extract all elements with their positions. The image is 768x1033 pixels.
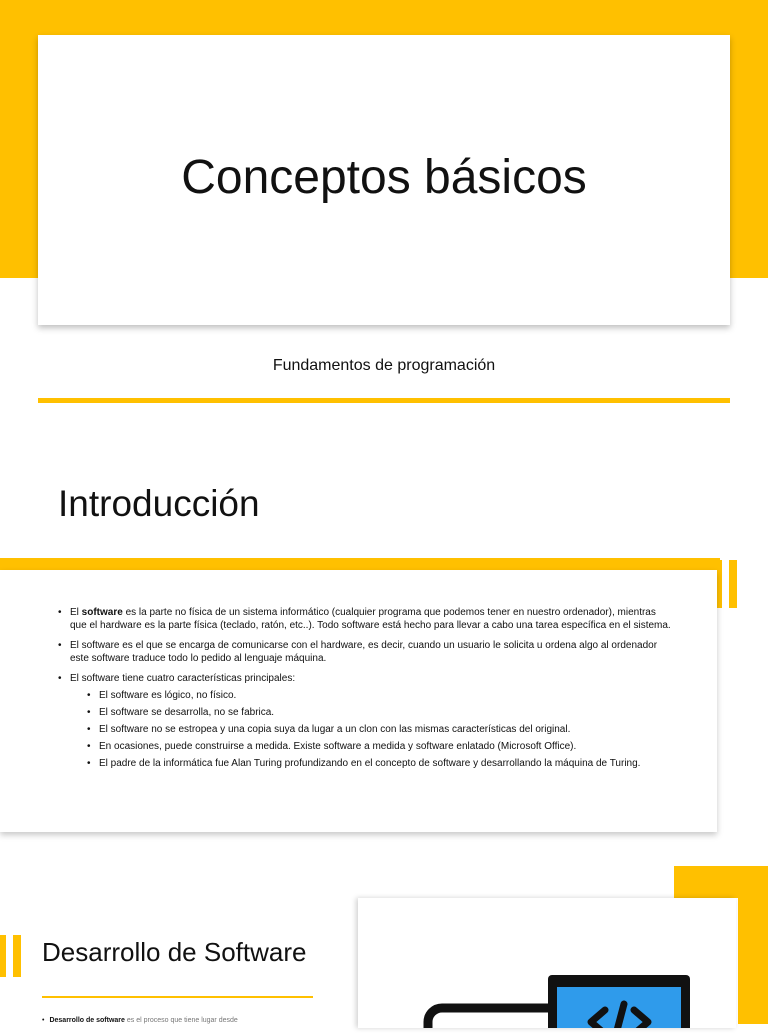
- sub-bullet-item: • El software se desarrolla, no se fabrica.: [87, 707, 673, 720]
- software-development-heading: Desarrollo de Software: [42, 937, 307, 967]
- bullet-list: [58, 607, 673, 778]
- introduction-content-card: [0, 570, 717, 832]
- sub-bullet-item: • El software es lógico, no físico.: [87, 690, 673, 703]
- slide3-left-accent-bar: [13, 935, 21, 977]
- sub-bullet-item: • En ocasiones, puede construirse a medida. Existe software a medida y software enlatado (Microsoft Office).: [87, 741, 673, 754]
- bullet-item: • Desarrollo de software es el proceso que tiene lugar desde: [42, 1017, 238, 1024]
- title-slide-card: [38, 35, 730, 325]
- intro-accent-bar: [729, 560, 737, 608]
- bullet-item: • El software tiene cuatro características principales: • El software es lógico, no físico. • El software se desarrolla, no se fabrica. • El software no se estropea y una copia suya da lugar a un clon con las mismas características del original. • En ocasiones, puede construirse a medida. Existe software a medida y software enlatado (Microsoft Office). • El padre de la informática fue Alan Turing profundizando en el concepto de software y desarrollando la máquina de Turing.: [58, 673, 673, 770]
- code-laptop-icon: [358, 898, 736, 1028]
- sub-bullet-item: • El software no se estropea y una copia suya da lugar a un clon con las mismas características del original.: [87, 724, 673, 737]
- sub-bullet-list: [87, 690, 673, 771]
- subtitle-underline: [38, 398, 730, 403]
- introduction-heading: Introducción: [58, 483, 260, 524]
- bullet-item: • El software es la parte no física de un sistema informático (cualquier programa que podemos tener en nuestro ordenador), mientras que el hardware es la parte física (teclado, ratón, etc..). Todo software está hecho para llevar a cabo una tarea específica en el sistema.: [58, 607, 673, 632]
- intro-accent-band: [0, 558, 720, 570]
- heading-underline: [42, 996, 313, 998]
- slide3-left-accent-bar: [0, 935, 6, 977]
- slide3-image-card: [358, 898, 736, 1028]
- slide-subtitle: Fundamentos de programación: [272, 357, 496, 374]
- bold-term: software: [81, 607, 123, 618]
- slide-title: Conceptos básicos: [181, 150, 587, 204]
- sub-bullet-item: • El padre de la informática fue Alan Turing profundizando en el concepto de software y desarrollando la máquina de Turing.: [87, 758, 673, 771]
- slide3-accent-bar: [738, 866, 768, 1024]
- bullet-item: • El software es el que se encarga de comunicarse con el hardware, es decir, cuando un usuario le solicita u ordena algo al ordenador este software traduce todo lo pedido al lenguaje máquina.: [58, 640, 673, 665]
